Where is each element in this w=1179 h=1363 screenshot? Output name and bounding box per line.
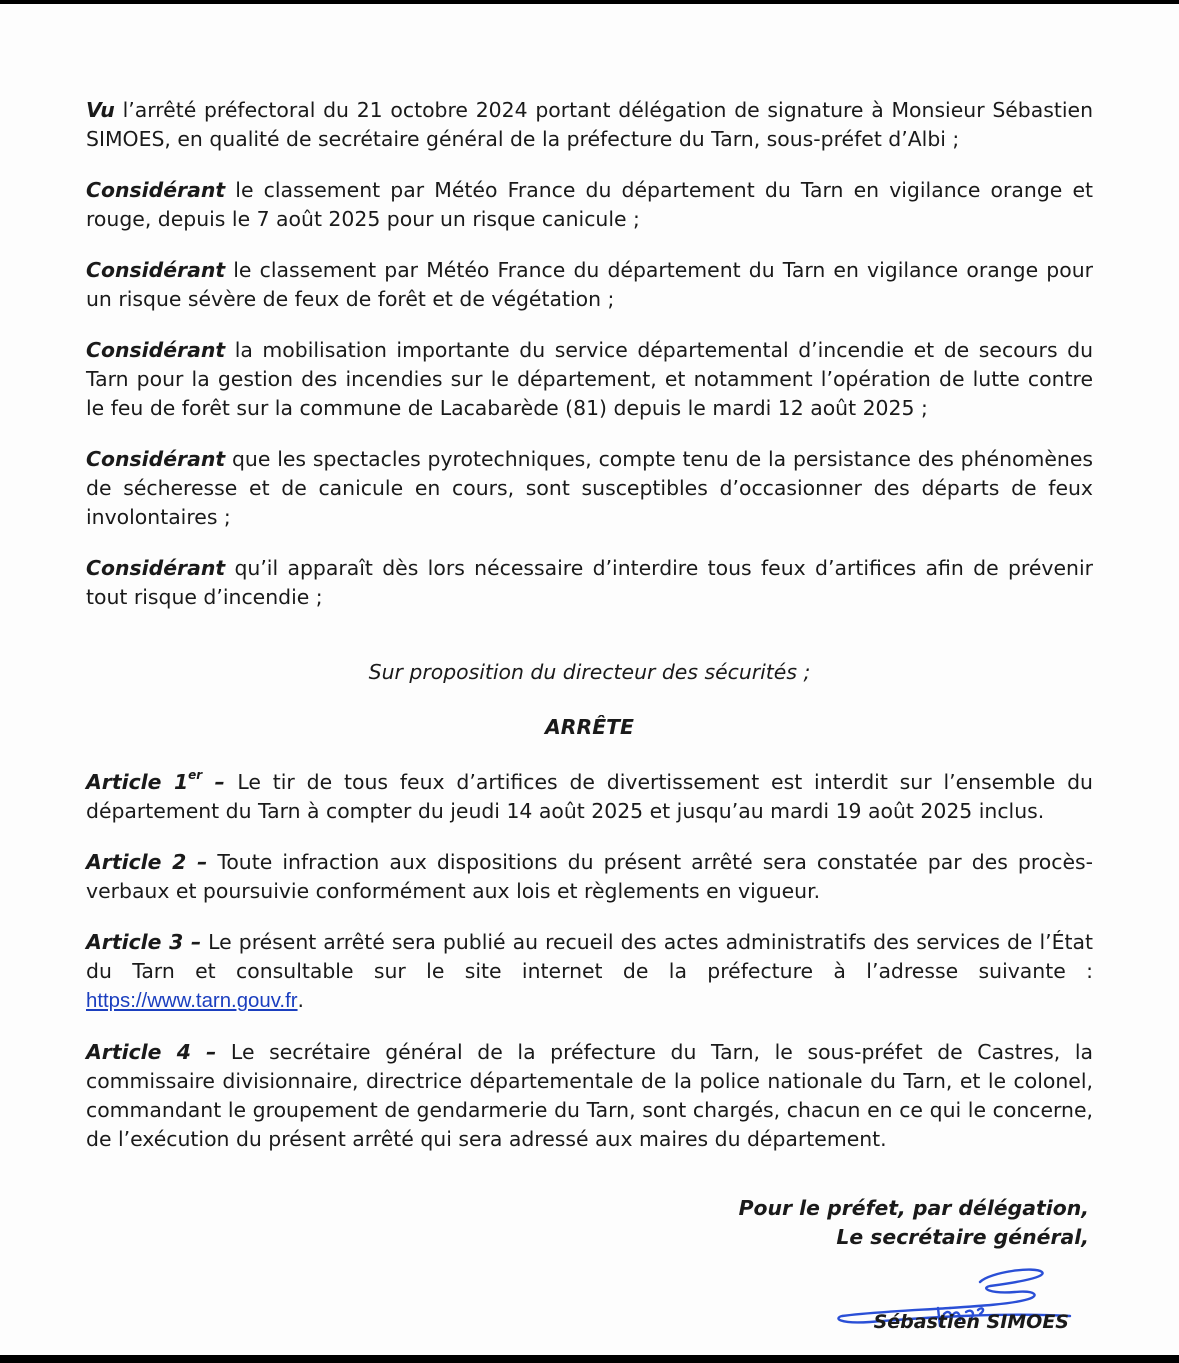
- considerant-paragraph: [86, 554, 1093, 612]
- article-text: Toute infraction aux dispositions du présent arrêté sera constatée par des procès-verbaux et poursuivie conformément aux lois et règlements en vigueur.: [86, 850, 1093, 903]
- article-text: Le présent arrêté sera publié au recueil des actes administratifs des services de l’État du Tarn et consultable sur le site internet de la préfecture à l’adresse suivante :: [86, 930, 1093, 983]
- article-end: .: [297, 988, 305, 1012]
- considerant-text: l’arrêté préfectoral du 21 octobre 2024 portant délégation de signature à Monsieur Sébastien SIMOES, en qualité de secrétaire général de la préfecture du Tarn, sous-préfet d’Albi ;: [86, 98, 1093, 151]
- considerant-lead: Considérant: [86, 258, 226, 282]
- considerant-lead: Considérant: [86, 178, 226, 202]
- document-page: [0, 4, 1179, 1355]
- signature-block: [739, 1194, 1089, 1252]
- article-lead: Article 3 –: [86, 930, 202, 954]
- considerant-text: que les spectacles pyrotechniques, compte tenu de la persistance des phénomènes de sécheresse et de canicule en cours, sont susceptibles d’occasionner des départs de feux involontaires ;: [86, 447, 1093, 529]
- considerant-paragraph: [86, 176, 1093, 234]
- considerant-text: le classement par Météo France du département du Tarn en vigilance orange et rouge, depuis le 7 août 2025 pour un risque canicule ;: [86, 178, 1093, 231]
- considerant-lead: Considérant: [86, 556, 226, 580]
- considerant-paragraph: [86, 445, 1093, 532]
- article-1: [86, 768, 1093, 826]
- considerant-paragraph: [86, 256, 1093, 314]
- considerant-paragraph: [86, 336, 1093, 423]
- considerant-paragraph: [86, 96, 1093, 154]
- article-2: [86, 848, 1093, 906]
- article-4: [86, 1038, 1093, 1154]
- article-text: Le tir de tous feux d’artifices de divertissement est interdit sur l’ensemble du département du Tarn à compter du jeudi 14 août 2025 et jusqu’au mardi 19 août 2025 inclus.: [86, 770, 1093, 823]
- considerant-lead: Vu: [86, 98, 115, 122]
- proposition-line: Sur proposition du directeur des sécurités ;: [368, 660, 811, 684]
- considerant-text: le classement par Météo France du département du Tarn en vigilance orange pour un risque sévère de feux de forêt et de végétation ;: [86, 258, 1093, 311]
- article-number: Article 1: [86, 770, 189, 794]
- article-3: [86, 928, 1093, 1016]
- article-text: Le secrétaire général de la préfecture du Tarn, le sous-préfet de Castres, la commissaire divisionnaire, directrice départementale de la police nationale du Tarn, et le colonel, commandant le groupement de gendarmerie du Tarn, sont chargés, chacun en ce qui le concerne, de l’exécution du présent arrêté qui sera adressé aux maires du département.: [86, 1040, 1093, 1151]
- decision-title: ARRÊTE: [545, 715, 634, 739]
- article-lead: Article 4 –: [86, 1040, 217, 1064]
- signature-line-1: Pour le préfet, par délégation,: [738, 1196, 1089, 1220]
- considerant-text: la mobilisation importante du service départemental d’incendie et de secours du Tarn pour la gestion des incendies sur le département, et notamment l’opération de lutte contre le feu de forêt sur la commune de Lacabarède (81) depuis le mardi 12 août 2025 ;: [86, 338, 1093, 420]
- considerant-text: qu’il apparaît dès lors nécessaire d’interdire tous feux d’artifices afin de prévenir tout risque d’incendie ;: [86, 556, 1093, 609]
- prefecture-website-link[interactable]: https://www.tarn.gouv.fr: [86, 990, 298, 1012]
- article-dash: –: [202, 770, 238, 794]
- signer-name: Sébastien SIMOES: [873, 1311, 1069, 1333]
- article-lead: [86, 770, 237, 794]
- article-lead: Article 2 –: [86, 850, 208, 874]
- ordinal-suffix: er: [188, 768, 203, 783]
- considerant-lead: Considérant: [86, 447, 226, 471]
- document-body: [86, 96, 1093, 1176]
- considerant-lead: Considérant: [86, 338, 226, 362]
- signature-line-2: Le secrétaire général,: [836, 1225, 1089, 1249]
